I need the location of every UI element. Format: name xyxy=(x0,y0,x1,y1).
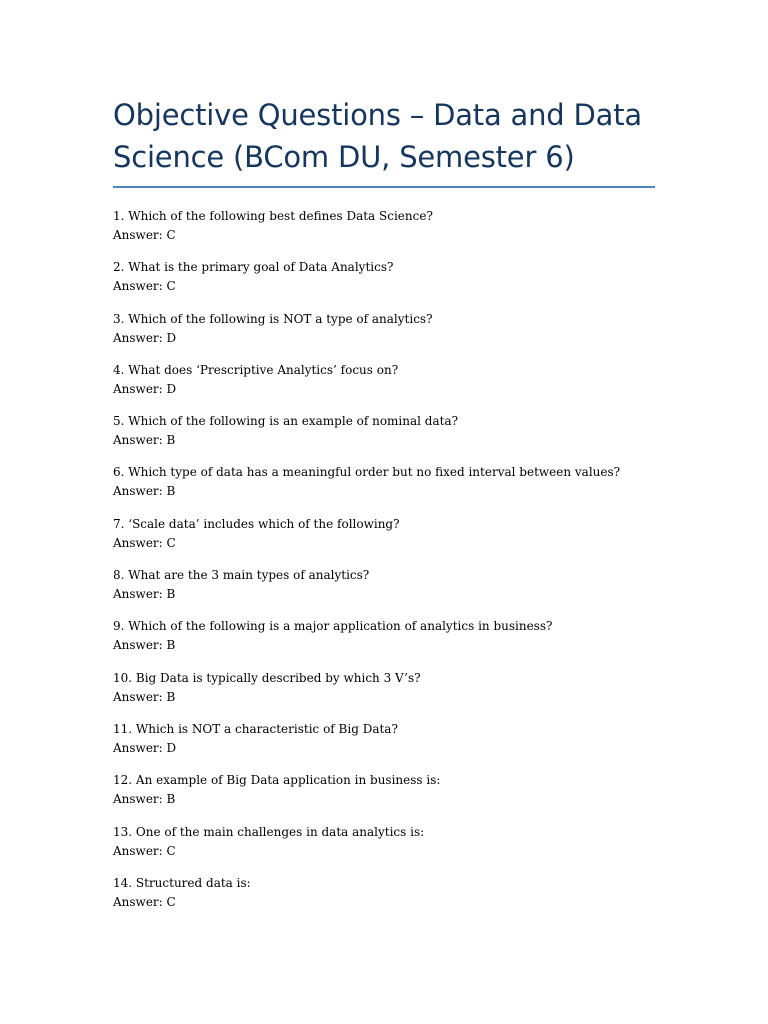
question-item xyxy=(113,720,655,771)
question-text: 4. What does ‘Prescriptive Analytics’ focus on? xyxy=(113,362,399,377)
question-text: 14. Structured data is: xyxy=(113,875,251,890)
question-item xyxy=(113,463,655,514)
question-text: 6. Which type of data has a meaningful order but no fixed interval between values? xyxy=(113,465,621,480)
question-item xyxy=(113,617,655,668)
question-text: 13. One of the main challenges in data analytics is: xyxy=(113,824,425,839)
question-item xyxy=(113,361,655,412)
answer-text: Answer: C xyxy=(113,894,176,909)
answer-text: Answer: D xyxy=(113,330,177,345)
answer-text: Answer: D xyxy=(113,740,177,755)
answer-text: Answer: B xyxy=(113,484,176,499)
answer-text: Answer: B xyxy=(113,792,176,807)
question-text: 12. An example of Big Data application in business is: xyxy=(113,773,441,788)
question-item xyxy=(113,258,655,309)
page-title: Objective Questions – Data and Data Science (BCom DU, Semester 6) xyxy=(113,98,642,174)
document-body xyxy=(113,94,655,925)
question-item xyxy=(113,823,655,874)
question-item xyxy=(113,874,655,925)
answer-text: Answer: B xyxy=(113,689,176,704)
question-text: 10. Big Data is typically described by which 3 V’s? xyxy=(113,670,421,685)
question-item xyxy=(113,310,655,361)
question-item xyxy=(113,207,655,258)
question-item xyxy=(113,412,655,463)
title-underline xyxy=(113,186,655,188)
answer-text: Answer: B xyxy=(113,638,176,653)
question-item xyxy=(113,771,655,822)
question-text: 1. Which of the following best defines Data Science? xyxy=(113,209,433,223)
answer-text: Answer: C xyxy=(113,843,176,858)
answer-text: Answer: D xyxy=(113,381,177,396)
question-item xyxy=(113,515,655,566)
question-text: 7. ‘Scale data’ includes which of the following? xyxy=(113,516,400,531)
question-text: 9. Which of the following is a major application of analytics in business? xyxy=(113,619,553,634)
question-item xyxy=(113,566,655,617)
answer-text: Answer: B xyxy=(113,433,176,448)
answer-text: Answer: C xyxy=(113,228,176,242)
question-text: 11. Which is NOT a characteristic of Big Data? xyxy=(113,721,398,736)
question-list xyxy=(113,207,655,925)
answer-text: Answer: B xyxy=(113,587,176,602)
question-text: 3. Which of the following is NOT a type of analytics? xyxy=(113,311,433,326)
question-item xyxy=(113,669,655,720)
question-text: 8. What are the 3 main types of analytics? xyxy=(113,568,370,583)
answer-text: Answer: C xyxy=(113,279,176,294)
question-text: 2. What is the primary goal of Data Analytics? xyxy=(113,260,394,275)
answer-text: Answer: C xyxy=(113,535,176,550)
question-text: 5. Which of the following is an example of nominal data? xyxy=(113,414,459,429)
